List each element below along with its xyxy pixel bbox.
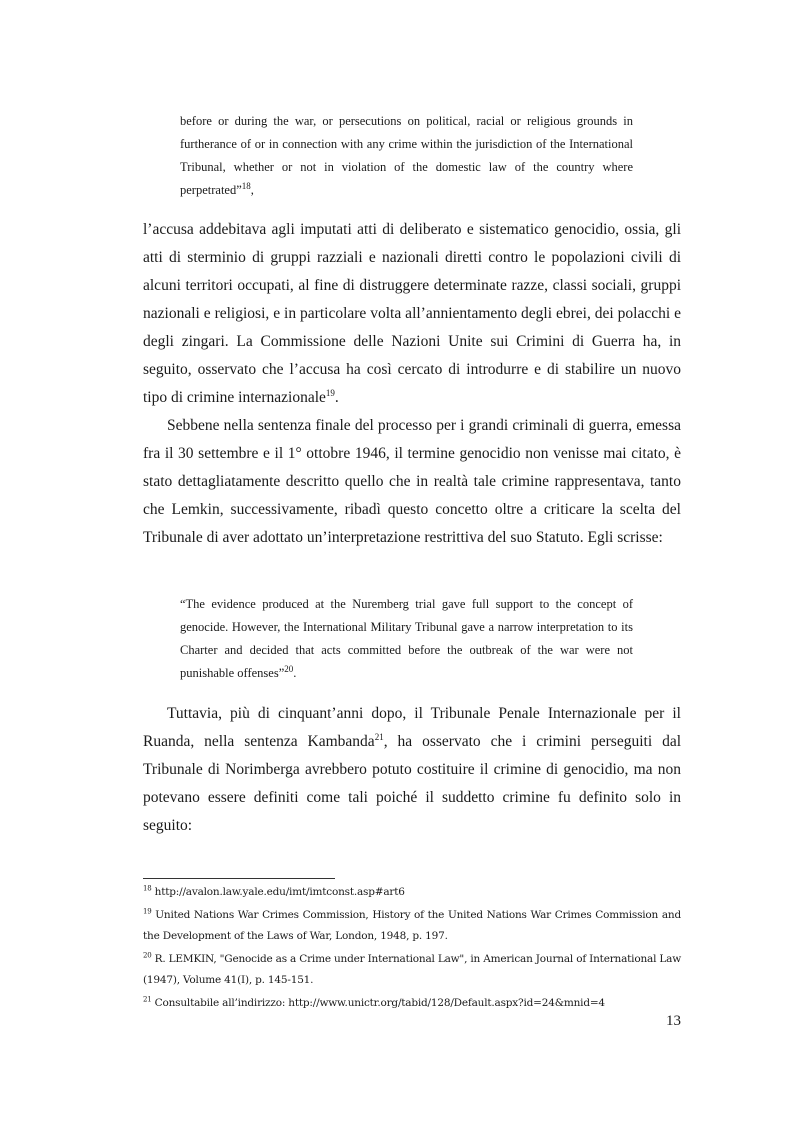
page-number: 13 (666, 1013, 681, 1029)
footnote-19: $^{19}$ United Nations War Crimes Commission, History of the United Nations War Crimes Commission and the Development of the Laws of War, London, 1948, p. 197. (143, 907, 681, 942)
block-quote-lemkin: “The evidence produced at the Nuremberg trial gave full support to the concept of genocide. However, the International Military Tribunal gave a narrow interpretation to its Charter and decided that acts committed before the outbreak of the war were not punishable offenses”$^{20}$. (180, 597, 633, 680)
paragraph-sentenza: Sebbene nella sentenza finale del processo per i grandi criminali di guerra, emessa fra il 30 settembre e il 1° ottobre 1946, il termine genocidio non venisse mai citato, è stato dettagliatamente descritto quello che in realtà tale crimine rappresentava, tanto che Lemkin, successivamente, ribadì questo concetto oltre a criticare la scelta del Tribunale di aver adottato un’interpretazione restrittiva del suo Statuto. Egli scrisse: (143, 417, 681, 546)
block-quote-charter: before or during the war, or persecutions on political, racial or religious grounds in furtherance of or in connection with any crime within the jurisdiction of the International Tribunal, whether or not in violation of the domestic law of the country where perpetrated”$^{18}$, (180, 114, 633, 197)
footnote-18: $^{18}$ http://avalon.law.yale.edu/imt/imtconst.asp#art6 (143, 884, 405, 898)
quote-text: “The evidence produced at the Nuremberg trial gave full support to the concept of genocide. However, the International Military Tribunal gave a narrow interpretation to its Charter and decided that acts committed before the outbreak of the war were not punishable offenses” (180, 597, 633, 680)
footnote-ref[interactable]: 19 (325, 387, 335, 398)
quote-text: before or during the war, or persecutions on political, racial or religious grounds in furtherance of or in connection with any crime within the jurisdiction of the International Tribunal, whether or not in violation of the domestic law of the country where perpetrated” (180, 114, 633, 197)
paragraph-ruanda: Tuttavia, più di cinquant’anni dopo, il Tribunale Penale Internazionale per il Ruanda, nella sentenza Kambanda$^{21}$, ha osservato che i crimini perseguiti dal Tribunale di Norimberga avrebbero potuto costituire il crimine di genocidio, ma non potevano essere definiti come tali poiché il suddetto crimine fu definito solo in seguito: (143, 705, 682, 834)
footnote-ref[interactable]: 21 (374, 731, 384, 742)
paragraph-accusa: l’accusa addebitava agli imputati atti di deliberato e sistematico genocidio, ossia, gli atti di sterminio di gruppi razziali e nazionali diretti contro le popolazioni civili di alcuni territori occupati, al fine di distruggere determinate razze, classi sociali, gruppi nazionali e religiosi, e in particolare volta all’annientamento degli ebrei, dei polacchi e degli zingari. La Commissione delle Nazioni Unite sui Crimini di Guerra ha, in seguito, osservato che l’accusa ha così cercato di introdurre e di stabilire un nuovo tipo di crimine internazionale$^{19}$. (143, 221, 681, 406)
footnotes (143, 882, 681, 1014)
footnote-21: $^{21}$ Consultabile all’indirizzo: http://www.unictr.org/tabid/128/Default.aspx?id=24&mnid=4 (143, 995, 605, 1009)
footnote-20: $^{20}$ R. LEMKIN, "Genocide as a Crime under International Law", in American Journal of International Law (1947), Volume 41(I), p. 145-151. (143, 951, 682, 986)
footnote-separator (143, 878, 335, 879)
footnote-ref[interactable]: 18 (241, 180, 251, 191)
footnote-ref[interactable]: 20 (284, 663, 294, 674)
